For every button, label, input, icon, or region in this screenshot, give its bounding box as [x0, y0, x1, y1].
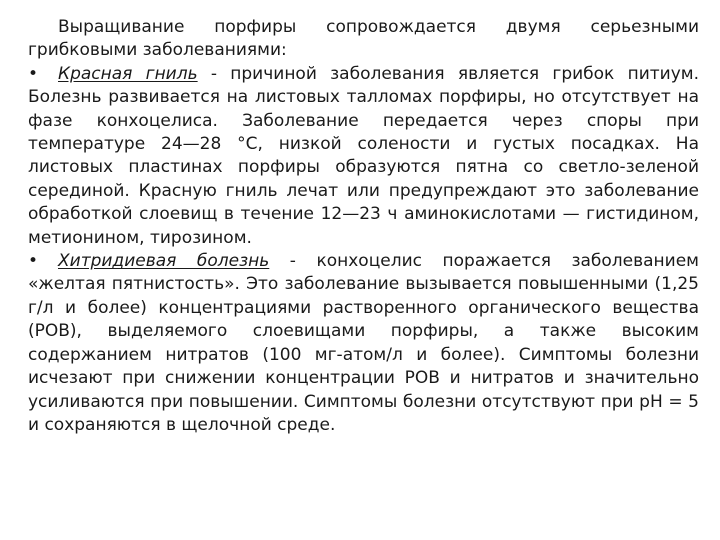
text-block [28, 16, 699, 437]
bullet-term: Красная гниль [58, 63, 198, 84]
bullet-item-red-rot [28, 63, 699, 250]
bullet-text: - причиной заболевания является грибок питиум. Болезнь развивается на листовых талломах порфиры, но отсутствует на фазе конхоцелиса. Заболевание передается через споры при температуре 24—28 °С, низкой солености и густых посадках. На листовых пластинах порфиры образуются пятна со светло-зеленой серединой. Красную гниль лечат или предупреждают это заболевание обработкой слоевищ в течение 12—23 ч аминокислотами — гистидином, метионином, тирозином. [28, 63, 699, 248]
bullet-text: - конхоцелис поражается заболеванием «желтая пятнистость». Это заболевание вызывается повышенными (1,25 г/л и более) концентрациями растворенного органического вещества (РОВ), выделяемого слоевищами порфиры, а также высоким содержанием нитратов (100 мг-атом/л и более). Симптомы болезни исчезают при снижении концентрации РОВ и нитратов и значительно усиливаются при повышении. Симптомы болезни отсутствуют при рН = 5 и сохраняются в щелочной среде. [28, 251, 699, 435]
bullet-term: Хитридиевая болезнь [58, 251, 270, 272]
intro-paragraph: Выращивание порфиры сопровождается двумя серьезными грибковыми заболеваниями: [28, 17, 699, 61]
bullet-marker: • [28, 251, 39, 272]
bullet-marker: • [28, 63, 39, 84]
bullet-item-chytrid [28, 250, 699, 437]
